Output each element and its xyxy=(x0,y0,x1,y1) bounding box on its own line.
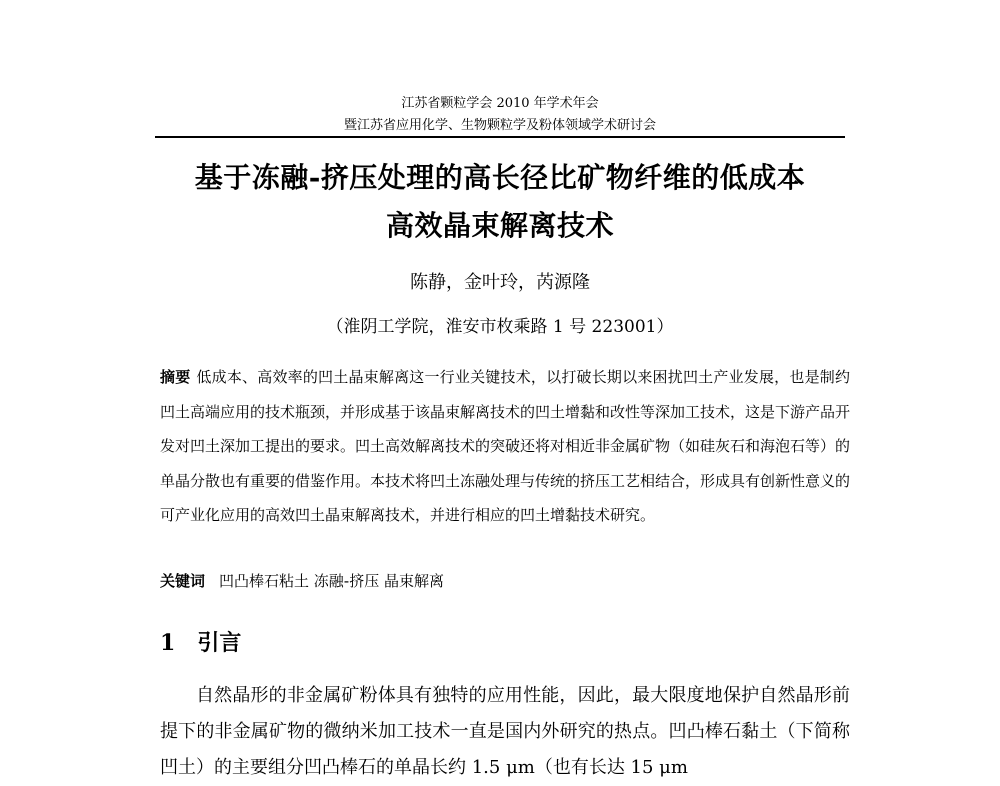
abstract-label: 摘要 xyxy=(160,368,191,386)
paper-title-line2: 高效晶束解离技术 xyxy=(385,209,614,242)
abstract-text: 低成本、高效率的凹土晶束解离这一行业关键技术，以打破长期以来困扰凹土产业发展，也是制约凹土高端应用的技术瓶颈，并形成基于该晶束解离技术的凹土增黏和改性等深加工技术，这是下游产品开发对凹土深加工提出的要求。凹土高效解离技术的突破还将对相近非金属矿物（如硅灰石和海泡石等）的单晶分散也有重要的借鉴作用。本技术将凹土冻融处理与传统的挤压工艺相结合，形成具有创新性意义的可产业化应用的高效凹土晶束解离技术，并进行相应的凹土增黏技术研究。 xyxy=(160,368,851,524)
conference-header-line1: 江苏省颗粒学会 2010 年学术年会 xyxy=(401,96,599,111)
section-title: 引言 xyxy=(197,630,242,656)
keywords-text: 凹凸棒石粘土 冻融-挤压 晶束解离 xyxy=(219,572,444,590)
paper-title-line1: 基于冻融-挤压处理的高长径比矿物纤维的低成本 xyxy=(194,161,806,194)
body-paragraph: 自然晶形的非金属矿粉体具有独特的应用性能，因此，最大限度地保护自然晶形前提下的非金属矿物的微纳米加工技术一直是国内外研究的热点。凹凸棒石黏土（下简称凹土）的主要组分凹凸棒石的单晶长约 1.5 μm（也有长达 15 μm xyxy=(160,685,850,778)
section-number: 1 xyxy=(160,630,176,656)
header-divider xyxy=(155,136,845,138)
conference-header-line2: 暨江苏省应用化学、生物颗粒学及粉体领域学术研讨会 xyxy=(343,118,656,133)
affiliation: （淮阴工学院，淮安市枚乘路 1 号 223001） xyxy=(326,317,674,337)
authors: 陈静，金叶玲，芮源隆 xyxy=(410,272,590,293)
keywords-label: 关键词 xyxy=(160,572,206,590)
keywords xyxy=(160,570,850,591)
abstract xyxy=(160,360,850,533)
section-heading xyxy=(160,626,241,657)
